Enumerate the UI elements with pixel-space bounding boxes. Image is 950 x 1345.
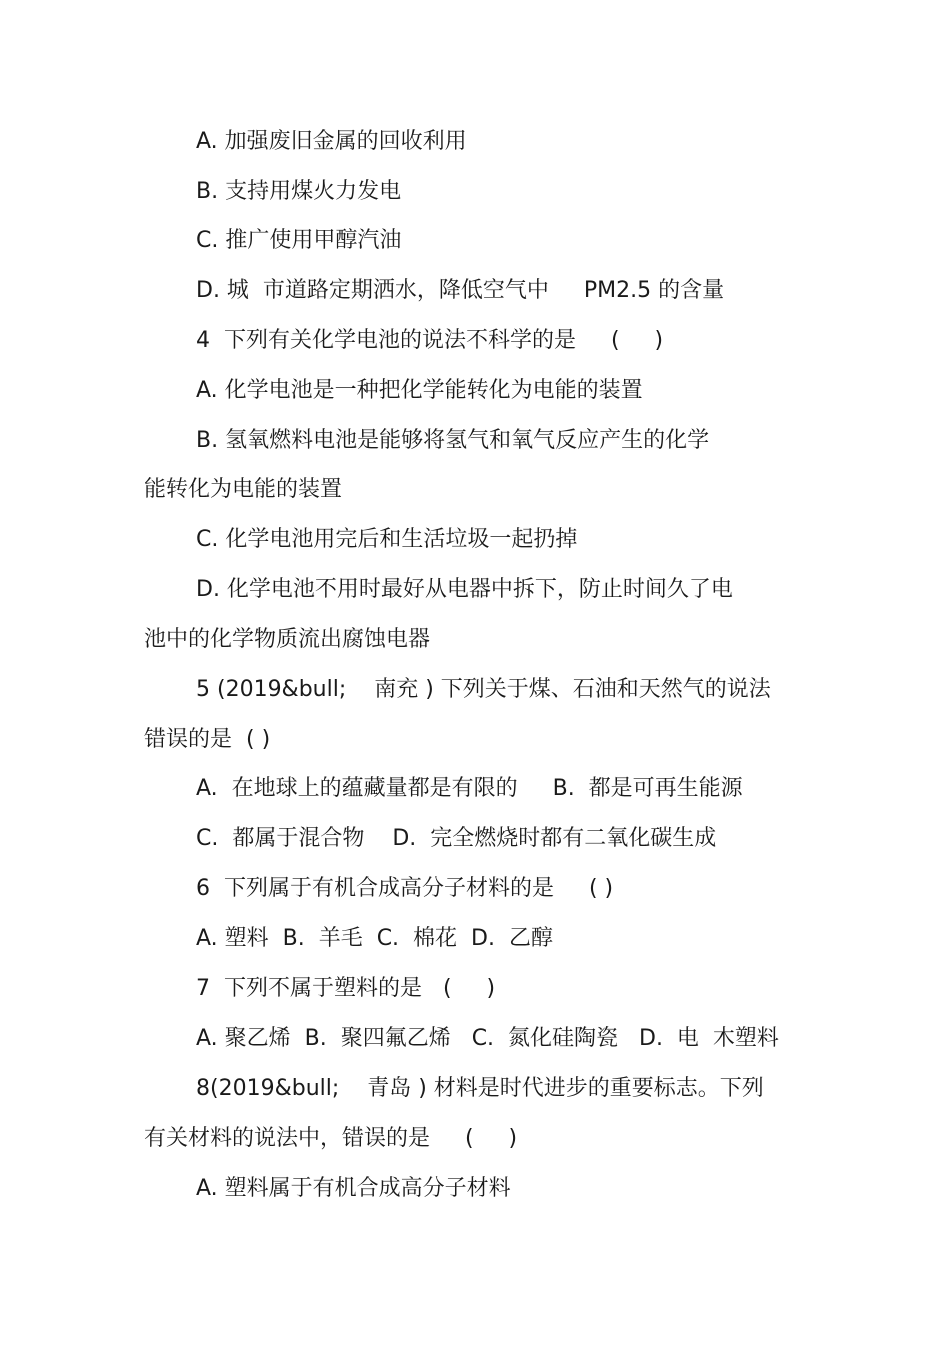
option-line: A. 化学电池是一种把化学能转化为电能的装置 [196,378,643,403]
question-line: 7 下列不属于塑料的是 ( ) [196,976,496,1001]
option-line: A. 加强废旧金属的回收利用 [196,129,467,154]
question-line: 6 下列属于有机合成高分子材料的是 ( ) [196,876,614,901]
question-line: 5 (2019&bull; 南充 ) 下列关于煤、石油和天然气的说法 [196,677,771,702]
option-continuation: 池中的化学物质流出腐蚀电器 [144,627,431,652]
option-line: D. 城 市道路定期洒水，降低空气中 PM2.5 的含量 [196,278,725,303]
option-continuation: 能转化为电能的装置 [144,477,343,502]
option-line: D. 化学电池不用时最好从电器中拆下，防止时间久了电 [196,577,733,602]
question-line: 8(2019&bull; 青岛 ) 材料是时代进步的重要标志。下列 [196,1076,764,1101]
question-continuation: 有关材料的说法中，错误的是 ( ) [144,1126,518,1151]
option-line: A. 塑料 B. 羊毛 C. 棉花 D. 乙醇 [196,926,553,951]
option-line: B. 支持用煤火力发电 [196,179,402,204]
option-line: A. 聚乙烯 B. 聚四氟乙烯 C. 氮化硅陶瓷 D. 电 木塑料 [196,1026,779,1051]
question-line: 4 下列有关化学电池的说法不科学的是 ( ) [196,328,664,353]
question-continuation: 错误的是 ( ) [144,727,271,752]
option-line: B. 氢氧燃料电池是能够将氢气和氧气反应产生的化学 [196,428,710,453]
option-line: A. 在地球上的蕴藏量都是有限的 B. 都是可再生能源 [196,776,743,801]
option-line: C. 都属于混合物 D. 完全燃烧时都有二氧化碳生成 [196,826,717,851]
option-line: C. 化学电池用完后和生活垃圾一起扔掉 [196,527,578,552]
option-line: A. 塑料属于有机合成高分子材料 [196,1176,511,1201]
option-line: C. 推广使用甲醇汽油 [196,228,402,253]
